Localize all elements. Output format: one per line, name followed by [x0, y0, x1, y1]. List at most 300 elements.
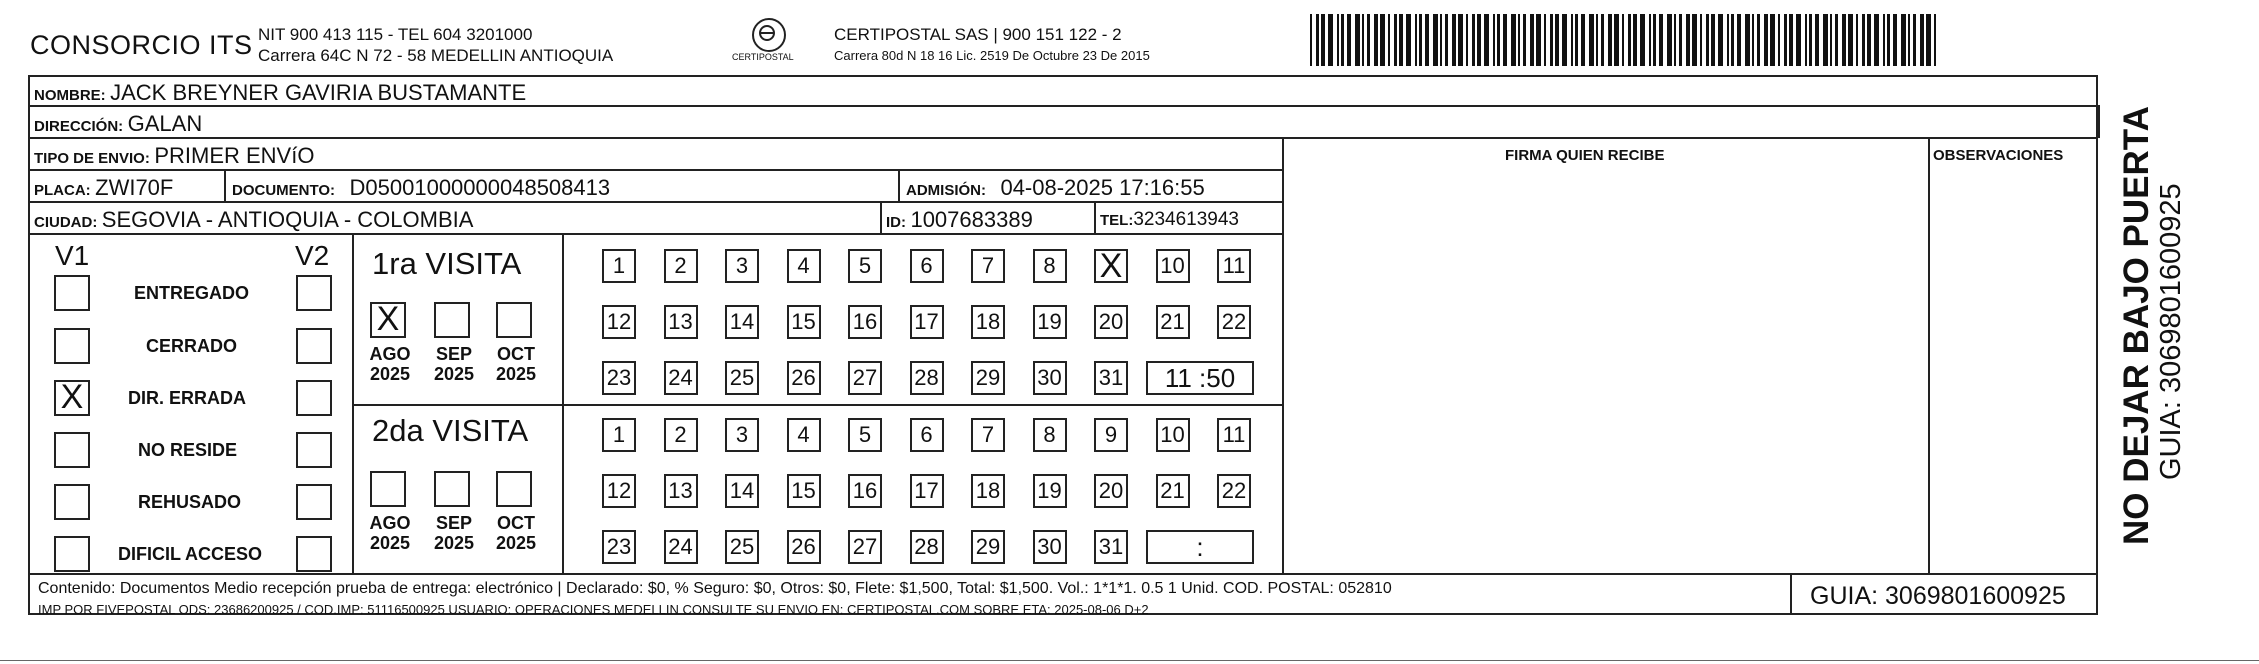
barcode-bar	[1544, 14, 1546, 66]
barcode-bar	[1770, 14, 1775, 66]
day-box[interactable]	[1033, 474, 1067, 508]
barcode-bar	[1784, 14, 1787, 66]
tel-value: 3234613943	[1133, 209, 1239, 230]
footer-contenido: Contenido: Documentos Medio recepción prueba de entrega: electrónico | Declarado: $0, % Seguro: $0, Otros: $0, Flete: $1,500, Total: $1,500. Vol.: 1*1*1. 0.5 1 Unid. COD. POSTAL: 052810	[38, 580, 1392, 597]
barcode-bar	[1674, 14, 1676, 66]
barcode-bar	[1530, 14, 1534, 66]
direccion-value: GALAN	[127, 111, 203, 136]
day-box[interactable]	[1033, 249, 1067, 283]
month-label: OCT	[497, 344, 535, 364]
day-number: 26	[791, 365, 816, 390]
barcode-bar	[1823, 14, 1828, 66]
barcode-bar	[1711, 14, 1715, 66]
day-box[interactable]	[664, 361, 698, 395]
barcode-bar	[1321, 14, 1325, 66]
barcode-bar	[1458, 14, 1463, 66]
day-box[interactable]	[1094, 361, 1128, 395]
barcode-bar	[1596, 14, 1598, 66]
company-name: CONSORCIO ITS	[30, 30, 253, 60]
barcode-bar	[1700, 14, 1702, 66]
tel-row	[1100, 209, 1239, 231]
day-number: 16	[852, 478, 878, 503]
month-checkbox[interactable]	[370, 302, 406, 338]
v2-label: V2	[295, 240, 330, 271]
admision-row	[906, 175, 1205, 201]
nombre-label: NOMBRE:	[34, 87, 106, 104]
day-box[interactable]	[1156, 474, 1190, 508]
certipostal-logo-icon	[752, 18, 786, 52]
day-box[interactable]	[664, 249, 698, 283]
day-box[interactable]	[848, 474, 882, 508]
barcode-bar	[1830, 14, 1832, 66]
barcode-bar	[1778, 14, 1780, 66]
day-box[interactable]	[1156, 305, 1190, 339]
day-number: 31	[1098, 365, 1124, 390]
day-number: 12	[606, 309, 632, 334]
year-label: 2025	[495, 364, 537, 384]
barcode-bar	[1571, 14, 1573, 66]
second-visit-label: 2da VISITA	[372, 413, 529, 448]
barcode-bar	[1601, 14, 1604, 66]
day-box[interactable]	[848, 305, 882, 339]
day-number: 17	[914, 309, 939, 334]
barcode-bar	[1452, 14, 1456, 66]
day-box[interactable]	[910, 249, 944, 283]
barcode-bar	[1367, 14, 1370, 66]
first-visit-label: 1ra VISITA	[372, 246, 522, 281]
day-number: 24	[668, 365, 693, 390]
day-box[interactable]	[1033, 530, 1067, 564]
day-number: 26	[791, 534, 816, 559]
month-checkbox[interactable]	[434, 471, 470, 507]
direccion-row	[34, 111, 202, 137]
v1-checkbox[interactable]	[54, 380, 90, 416]
day-number: 19	[1037, 309, 1062, 334]
barcode-bar	[1815, 14, 1819, 66]
day-box[interactable]	[664, 474, 698, 508]
day-number: 29	[975, 365, 1001, 390]
day-box[interactable]	[1033, 418, 1067, 452]
barcode-bar	[1575, 14, 1578, 66]
day-box[interactable]	[910, 474, 944, 508]
tipo-row	[34, 143, 314, 169]
barcode-bar	[1399, 14, 1403, 66]
ciudad-value: SEGOVIA - ANTIOQUIA - COLOMBIA	[101, 207, 474, 232]
v2-checkbox[interactable]	[296, 380, 332, 416]
v1-checkbox[interactable]	[54, 536, 90, 572]
day-number: 10	[1160, 422, 1185, 447]
month-label: SEP	[435, 513, 473, 533]
month-checkbox[interactable]	[496, 471, 532, 507]
day-box[interactable]	[1094, 305, 1128, 339]
year-label: 2025	[495, 533, 537, 553]
day-box[interactable]	[725, 418, 759, 452]
barcode-bar	[1633, 14, 1637, 66]
day-number: 25	[729, 365, 755, 390]
day-box[interactable]	[602, 530, 636, 564]
barcode-bar	[1628, 14, 1631, 66]
barcode-bar	[1328, 14, 1333, 66]
barcode-bar	[1622, 14, 1624, 66]
day-number: 4	[797, 422, 810, 447]
firma-label: FIRMA QUIEN RECIBE	[1505, 147, 1665, 164]
day-box[interactable]	[848, 249, 882, 283]
barcode-bar	[1497, 14, 1500, 66]
barcode-bar	[1581, 14, 1585, 66]
day-box[interactable]	[602, 305, 636, 339]
day-box[interactable]	[1217, 474, 1251, 508]
barcode-bar	[1316, 14, 1319, 66]
carrier-address: Carrera 80d N 18 16 Lic. 2519 De Octubre 23 De 2015	[834, 48, 1150, 63]
day-box[interactable]	[1217, 418, 1251, 452]
company-nit: NIT 900 413 115 - TEL 604 3201000	[258, 25, 533, 44]
year-label: 2025	[433, 364, 475, 384]
side-guia: GUIA: 3069801600925	[2155, 183, 2187, 480]
barcode-bar	[1440, 14, 1442, 66]
barcode-bar	[1659, 14, 1663, 66]
barcode-bar	[1493, 14, 1495, 66]
v1-checkbox[interactable]	[54, 328, 90, 364]
day-number: 4	[797, 253, 810, 278]
barcode-bar	[1614, 14, 1619, 66]
barcode-bar	[1640, 14, 1645, 66]
day-number: 25	[729, 534, 755, 559]
barcode-bar	[1562, 14, 1567, 66]
carrier-info	[834, 24, 1150, 66]
barcode-bar	[1310, 14, 1312, 66]
barcode-bar	[1757, 14, 1760, 66]
day-box[interactable]	[1156, 418, 1190, 452]
day-box[interactable]	[848, 418, 882, 452]
day-box[interactable]	[787, 305, 821, 339]
barcode-bar	[1887, 14, 1890, 66]
barcode-bar	[1484, 14, 1489, 66]
year-label: 2025	[433, 533, 475, 553]
day-box[interactable]	[1156, 249, 1190, 283]
check-mark-icon: X	[1099, 247, 1123, 285]
day-number: 12	[606, 478, 632, 503]
day-box[interactable]	[725, 530, 759, 564]
day-number: 18	[975, 478, 1001, 503]
id-value: 1007683389	[910, 207, 1033, 232]
v2-checkbox[interactable]	[296, 328, 332, 364]
barcode-bar	[1920, 14, 1924, 66]
observaciones-label: OBSERVACIONES	[1933, 147, 2064, 164]
day-number: 2	[674, 253, 687, 278]
day-number: 8	[1043, 422, 1056, 447]
tel-label: TEL:	[1100, 212, 1134, 229]
day-box[interactable]	[971, 474, 1005, 508]
barcode-bar	[1550, 14, 1553, 66]
day-box[interactable]	[1217, 305, 1251, 339]
day-number: 8	[1043, 253, 1056, 278]
status-label: CERRADO	[146, 336, 238, 356]
tipo-label: TIPO DE ENVIO:	[34, 150, 150, 167]
day-number: 15	[791, 478, 816, 503]
barcode-bar	[1445, 14, 1448, 66]
day-box[interactable]	[910, 361, 944, 395]
barcode-bar	[1874, 14, 1879, 66]
barcode-bar	[1362, 14, 1364, 66]
day-number: 23	[606, 534, 632, 559]
nombre-value: JACK BREYNER GAVIRIA BUSTAMANTE	[110, 80, 527, 105]
v2-checkbox[interactable]	[296, 536, 332, 572]
day-number: 28	[914, 365, 939, 390]
month-checkbox[interactable]	[434, 302, 470, 338]
day-number: 11	[1222, 253, 1246, 278]
day-number: 1	[612, 422, 626, 447]
check-mark-icon: X	[60, 378, 84, 416]
barcode-bar	[1503, 14, 1507, 66]
barcode-bar	[1347, 14, 1351, 66]
barcode-bar	[1555, 14, 1559, 66]
day-box[interactable]	[787, 530, 821, 564]
day-box[interactable]	[602, 361, 636, 395]
day-box[interactable]	[1094, 474, 1128, 508]
barcode-bar	[1394, 14, 1397, 66]
day-box[interactable]	[1094, 418, 1128, 452]
day-box[interactable]	[725, 305, 759, 339]
documento-label: DOCUMENTO:	[232, 182, 336, 199]
v1-checkbox[interactable]	[54, 275, 90, 311]
day-number: 10	[1160, 253, 1185, 278]
v1-checkbox[interactable]	[54, 432, 90, 468]
v2-checkbox[interactable]	[296, 484, 332, 520]
barcode-bar	[1913, 14, 1916, 66]
day-box[interactable]	[848, 361, 882, 395]
day-number: 18	[975, 309, 1001, 334]
day-box[interactable]	[1033, 305, 1067, 339]
day-number: 17	[914, 478, 939, 503]
logo-text: CERTIPOSTAL	[732, 52, 794, 62]
day-number: 27	[852, 534, 878, 559]
day-number: 6	[920, 253, 933, 278]
barcode-bar	[1518, 14, 1520, 66]
documento-row	[232, 175, 610, 201]
barcode-bar	[1425, 14, 1429, 66]
month-checkbox[interactable]	[496, 302, 532, 338]
ciudad-label: CIUDAD:	[34, 214, 98, 231]
day-box[interactable]	[787, 474, 821, 508]
day-box[interactable]	[1094, 530, 1128, 564]
barcode-bar	[1835, 14, 1838, 66]
status-label: REHUSADO	[138, 492, 242, 512]
barcode-bar	[1380, 14, 1385, 66]
day-number: 2	[674, 422, 687, 447]
direccion-label: DIRECCIÓN:	[34, 118, 124, 135]
barcode-bar	[1809, 14, 1812, 66]
day-box[interactable]	[971, 418, 1005, 452]
barcode-bar	[1472, 14, 1475, 66]
day-number: 3	[735, 422, 749, 447]
day-box[interactable]	[910, 418, 944, 452]
barcode-bar	[1901, 14, 1906, 66]
footer-imp: IMP POR FIVEPOSTAL ODS: 23686200925 / COD.IMP: 51116500925 USUARIO: OPERACIONES MEDELLIN CONSULTE SU ENVIO EN: CERTIPOSTAL.COM SOBRE ETA: 2025-08-06 D+2	[38, 602, 1149, 617]
day-box[interactable]	[602, 474, 636, 508]
day-number: 30	[1037, 365, 1062, 390]
day-box[interactable]	[787, 249, 821, 283]
month-label: OCT	[497, 513, 535, 533]
day-number: 22	[1221, 309, 1247, 334]
barcode-bar	[1355, 14, 1360, 66]
month-label: AGO	[369, 513, 411, 533]
id-label: ID:	[886, 214, 906, 231]
barcode-bar	[1608, 14, 1612, 66]
time-field[interactable]: 11 :50	[1146, 361, 1254, 395]
day-box[interactable]	[971, 305, 1005, 339]
barcode-bar	[1862, 14, 1865, 66]
barcode-bar	[1883, 14, 1885, 66]
day-number: 29	[975, 534, 1001, 559]
day-number: 19	[1037, 478, 1062, 503]
nombre-row	[34, 80, 526, 106]
barcode-bar	[1805, 14, 1807, 66]
day-box[interactable]	[1033, 361, 1067, 395]
tipo-value: PRIMER ENVíO	[154, 143, 315, 168]
barcode-bar	[1679, 14, 1682, 66]
day-number: 15	[791, 309, 816, 334]
v1-checkbox[interactable]	[54, 484, 90, 520]
day-box[interactable]	[664, 418, 698, 452]
day-number: 31	[1098, 534, 1124, 559]
month-label: AGO	[369, 344, 411, 364]
day-number: 21	[1160, 309, 1185, 334]
day-box[interactable]	[910, 530, 944, 564]
barcode-bar	[1867, 14, 1871, 66]
day-number: 22	[1221, 478, 1247, 503]
time-field[interactable]: :	[1146, 530, 1254, 564]
day-number: 30	[1037, 534, 1062, 559]
day-box[interactable]	[1094, 249, 1128, 283]
day-box[interactable]	[910, 305, 944, 339]
barcode-bar	[1406, 14, 1411, 66]
day-number: 20	[1098, 309, 1124, 334]
v1-label: V1	[55, 240, 90, 271]
day-number: 6	[920, 422, 933, 447]
day-box[interactable]	[602, 249, 636, 283]
admision-value: 04-08-2025 17:16:55	[1000, 175, 1205, 200]
day-number: 13	[668, 478, 693, 503]
barcode-icon	[1310, 14, 1950, 66]
barcode-bar	[1667, 14, 1672, 66]
day-number: 16	[852, 309, 878, 334]
day-box[interactable]	[848, 530, 882, 564]
barcode-bar	[1842, 14, 1846, 66]
barcode-bar	[1796, 14, 1801, 66]
day-box[interactable]	[971, 249, 1005, 283]
barcode-bar	[1737, 14, 1741, 66]
placa-value: ZWI70F	[95, 175, 174, 200]
barcode-bar	[1523, 14, 1526, 66]
placa-label: PLACA:	[34, 182, 91, 199]
barcode-bar	[1908, 14, 1910, 66]
barcode-bar	[1752, 14, 1754, 66]
day-box[interactable]	[725, 474, 759, 508]
day-box[interactable]	[725, 361, 759, 395]
ciudad-row	[34, 207, 473, 233]
v2-checkbox[interactable]	[296, 275, 332, 311]
side-warning: NO DEJAR BAJO PUERTA	[2117, 106, 2156, 545]
day-number: 7	[981, 253, 995, 278]
day-number: 21	[1160, 478, 1185, 503]
documento-value: D05001000000048508413	[349, 175, 611, 200]
barcode-bar	[1466, 14, 1468, 66]
day-number: 20	[1098, 478, 1124, 503]
status-label: DIFICIL ACCESO	[118, 544, 263, 564]
barcode-bar	[1433, 14, 1438, 66]
barcode-bar	[1727, 14, 1729, 66]
status-label: NO RESIDE	[138, 440, 238, 460]
barcode-bar	[1718, 14, 1723, 66]
day-box[interactable]	[602, 418, 636, 452]
barcode-bar	[1731, 14, 1734, 66]
day-number: 1	[612, 253, 626, 278]
barcode-bar	[1589, 14, 1594, 66]
v2-checkbox[interactable]	[296, 432, 332, 468]
day-number: 13	[668, 309, 693, 334]
day-number: 27	[852, 365, 878, 390]
month-checkbox[interactable]	[370, 471, 406, 507]
barcode-bar	[1511, 14, 1516, 66]
day-box[interactable]	[787, 361, 821, 395]
barcode-bar	[1745, 14, 1750, 66]
barcode-bar	[1926, 14, 1931, 66]
barcode-bar	[1848, 14, 1853, 66]
footer-guia: GUIA: 3069801600925	[1810, 582, 2066, 610]
day-number: 7	[981, 422, 995, 447]
barcode-bar	[1893, 14, 1897, 66]
day-box[interactable]	[664, 530, 698, 564]
barcode-bar	[1653, 14, 1656, 66]
day-number: 9	[1104, 422, 1118, 447]
barcode-bar	[1388, 14, 1390, 66]
day-box[interactable]	[664, 305, 698, 339]
year-label: 2025	[369, 533, 411, 553]
barcode-bar	[1686, 14, 1690, 66]
barcode-bar	[1341, 14, 1344, 66]
company-info	[258, 24, 613, 66]
barcode-bar	[1789, 14, 1793, 66]
barcode-bar	[1337, 14, 1339, 66]
barcode-bar	[1415, 14, 1417, 66]
placa-row	[34, 175, 173, 201]
barcode-bar	[1706, 14, 1709, 66]
day-number: 3	[735, 253, 749, 278]
day-number: 14	[729, 309, 755, 334]
company-address: Carrera 64C N 72 - 58 MEDELLIN ANTIOQUIA	[258, 46, 614, 65]
day-number: 24	[668, 534, 693, 559]
carrier-name: CERTIPOSTAL SAS | 900 151 122 - 2	[834, 25, 1122, 44]
id-row	[886, 207, 1033, 233]
day-number: 14	[729, 478, 755, 503]
check-mark-icon: X	[376, 300, 400, 338]
day-number: 5	[858, 253, 872, 278]
day-box[interactable]	[971, 361, 1005, 395]
day-box[interactable]	[1217, 249, 1251, 283]
year-label: 2025	[369, 364, 411, 384]
month-label: SEP	[435, 344, 473, 364]
barcode-bar	[1374, 14, 1378, 66]
day-number: 28	[914, 534, 939, 559]
day-box[interactable]	[787, 418, 821, 452]
day-box[interactable]	[725, 249, 759, 283]
status-label: ENTREGADO	[134, 283, 250, 303]
day-box[interactable]	[971, 530, 1005, 564]
day-number: 11	[1222, 422, 1246, 447]
barcode-bar	[1692, 14, 1697, 66]
barcode-bar	[1649, 14, 1651, 66]
day-number: 23	[606, 365, 632, 390]
